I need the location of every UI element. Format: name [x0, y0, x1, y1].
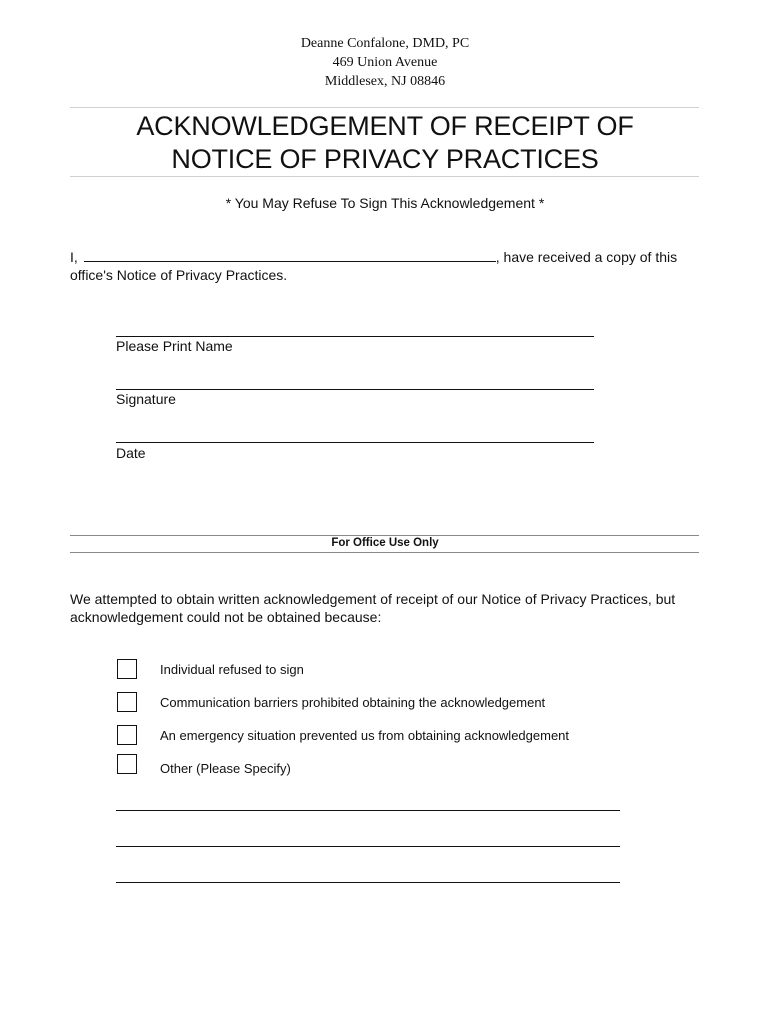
option-communication-label: Communication barriers prohibited obtaining the acknowledgement: [160, 695, 546, 710]
print-name-field[interactable]: [116, 336, 594, 337]
date-label: Date: [116, 445, 146, 461]
name-blank-field[interactable]: [84, 249, 496, 262]
office-bottom-rule: [70, 552, 699, 553]
print-name-label: Please Print Name: [116, 338, 233, 354]
option-emergency-label: An emergency situation prevented us from obtaining acknowledgement: [160, 728, 570, 743]
communication-barriers-checkbox[interactable]: [117, 692, 137, 712]
option-refused-label: Individual refused to sign: [160, 662, 304, 677]
title-line1: ACKNOWLEDGEMENT OF RECEIPT OF: [136, 111, 634, 141]
title-bottom-rule: [70, 176, 699, 177]
attempt-text: We attempted to obtain written acknowledgement of receipt of our Notice of Privacy Practices, but acknowledgement could not be obtained because:: [70, 591, 676, 625]
title-line2: NOTICE OF PRIVACY PRACTICES: [171, 144, 599, 174]
office-use-label: For Office Use Only: [331, 537, 439, 549]
statement-line2: office's Notice of Privacy Practices.: [70, 267, 288, 283]
statement-prefix: I,: [70, 249, 78, 265]
statement-line1: [70, 249, 677, 265]
practice-address-line2: Middlesex, NJ 08846: [324, 74, 446, 89]
option-other-label: Other (Please Specify): [160, 761, 291, 776]
practice-header: [0, 34, 770, 91]
practice-address-line1: 469 Union Avenue: [332, 55, 438, 70]
other-specify-line-2[interactable]: [116, 846, 620, 847]
other-checkbox[interactable]: [117, 754, 137, 774]
refuse-note: * You May Refuse To Sign This Acknowledgement *: [225, 195, 545, 211]
signature-field[interactable]: [116, 389, 594, 390]
statement-suffix: , have received a copy of this: [495, 249, 678, 265]
signature-label: Signature: [116, 391, 176, 407]
other-specify-line-3[interactable]: [116, 882, 620, 883]
emergency-checkbox[interactable]: [117, 725, 137, 745]
date-field[interactable]: [116, 442, 594, 443]
refused-checkbox[interactable]: [117, 659, 137, 679]
office-top-rule: [70, 535, 699, 536]
page-title: [0, 110, 770, 176]
title-top-rule: [70, 107, 699, 108]
other-specify-line-1[interactable]: [116, 810, 620, 811]
practice-name: Deanne Confalone, DMD, PC: [300, 36, 470, 51]
